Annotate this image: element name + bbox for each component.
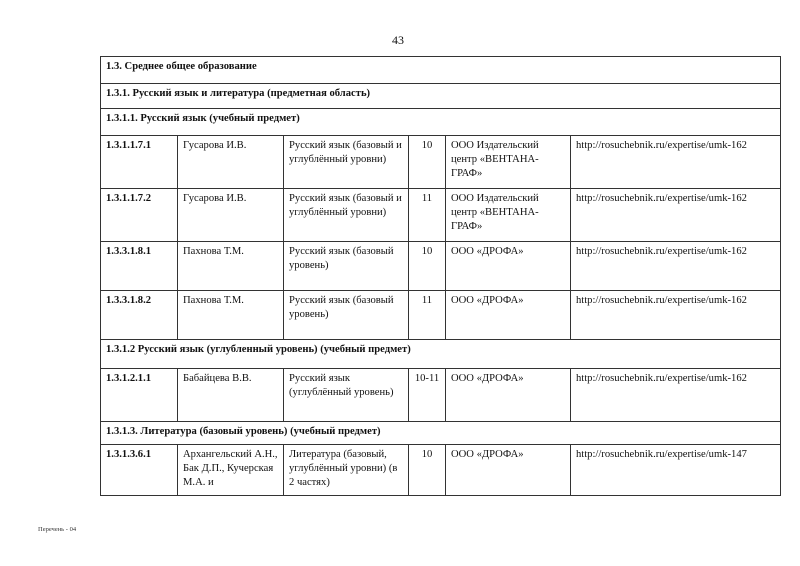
footer-label: Перечень - 04 [38,526,77,533]
table-row [101,242,781,291]
textbook-table [100,56,781,496]
publisher-cell: ООО Издательский центр «ВЕНТАНА-ГРАФ» [446,136,571,189]
title-cell: Русский язык (базовый и углублённый уровни) [284,136,409,189]
title-cell: Литература (базовый, углублённый уровни) (в 2 частях) [284,445,409,496]
code-cell: 1.3.3.1.8.2 [101,291,178,340]
url-cell: http://rosuchebnik.ru/expertise/umk-147 [571,445,781,496]
table-row [101,369,781,422]
url-cell: http://rosuchebnik.ru/expertise/umk-162 [571,291,781,340]
title-cell: Русский язык (базовый уровень) [284,291,409,340]
grade-cell: 10 [409,242,446,291]
section-row [101,84,781,109]
grade-cell: 11 [409,291,446,340]
section-row [101,109,781,136]
code-cell: 1.3.1.1.7.1 [101,136,178,189]
title-cell: Русский язык (углублённый уровень) [284,369,409,422]
publisher-cell: ООО «ДРОФА» [446,242,571,291]
author-cell: Гусарова И.В. [178,136,284,189]
author-cell: Бабайцева В.В. [178,369,284,422]
section-heading: 1.3.1.3. Литература (базовый уровень) (учебный предмет) [101,422,781,445]
publisher-cell: ООО «ДРОФА» [446,445,571,496]
table-row [101,136,781,189]
author-cell: Пахнова Т.М. [178,242,284,291]
table-row [101,445,781,496]
code-cell: 1.3.1.3.6.1 [101,445,178,496]
grade-cell: 10 [409,136,446,189]
section-row [101,340,781,369]
url-cell: http://rosuchebnik.ru/expertise/umk-162 [571,136,781,189]
grade-cell: 10 [409,445,446,496]
code-cell: 1.3.1.2.1.1 [101,369,178,422]
title-cell: Русский язык (базовый и углублённый уровни) [284,189,409,242]
url-cell: http://rosuchebnik.ru/expertise/umk-162 [571,242,781,291]
table-row [101,189,781,242]
author-cell: Гусарова И.В. [178,189,284,242]
url-cell: http://rosuchebnik.ru/expertise/umk-162 [571,369,781,422]
section-heading: 1.3.1.2 Русский язык (углубленный уровень) (учебный предмет) [101,340,781,369]
code-cell: 1.3.3.1.8.1 [101,242,178,291]
table-row [101,291,781,340]
grade-cell: 11 [409,189,446,242]
title-cell: Русский язык (базовый уровень) [284,242,409,291]
publisher-cell: ООО «ДРОФА» [446,291,571,340]
publisher-cell: ООО «ДРОФА» [446,369,571,422]
section-heading: 1.3. Среднее общее образование [101,57,781,84]
grade-cell: 10-11 [409,369,446,422]
code-cell: 1.3.1.1.7.2 [101,189,178,242]
publisher-cell: ООО Издательский центр «ВЕНТАНА-ГРАФ» [446,189,571,242]
url-cell: http://rosuchebnik.ru/expertise/umk-162 [571,189,781,242]
page-number: 43 [392,33,404,47]
author-cell: Архангельский А.Н., Бак Д.П., Кучерская М.А. и [178,445,284,496]
section-row [101,422,781,445]
section-row [101,57,781,84]
author-cell: Пахнова Т.М. [178,291,284,340]
section-heading: 1.3.1.1. Русский язык (учебный предмет) [101,109,781,136]
section-heading: 1.3.1. Русский язык и литература (предметная область) [101,84,781,109]
